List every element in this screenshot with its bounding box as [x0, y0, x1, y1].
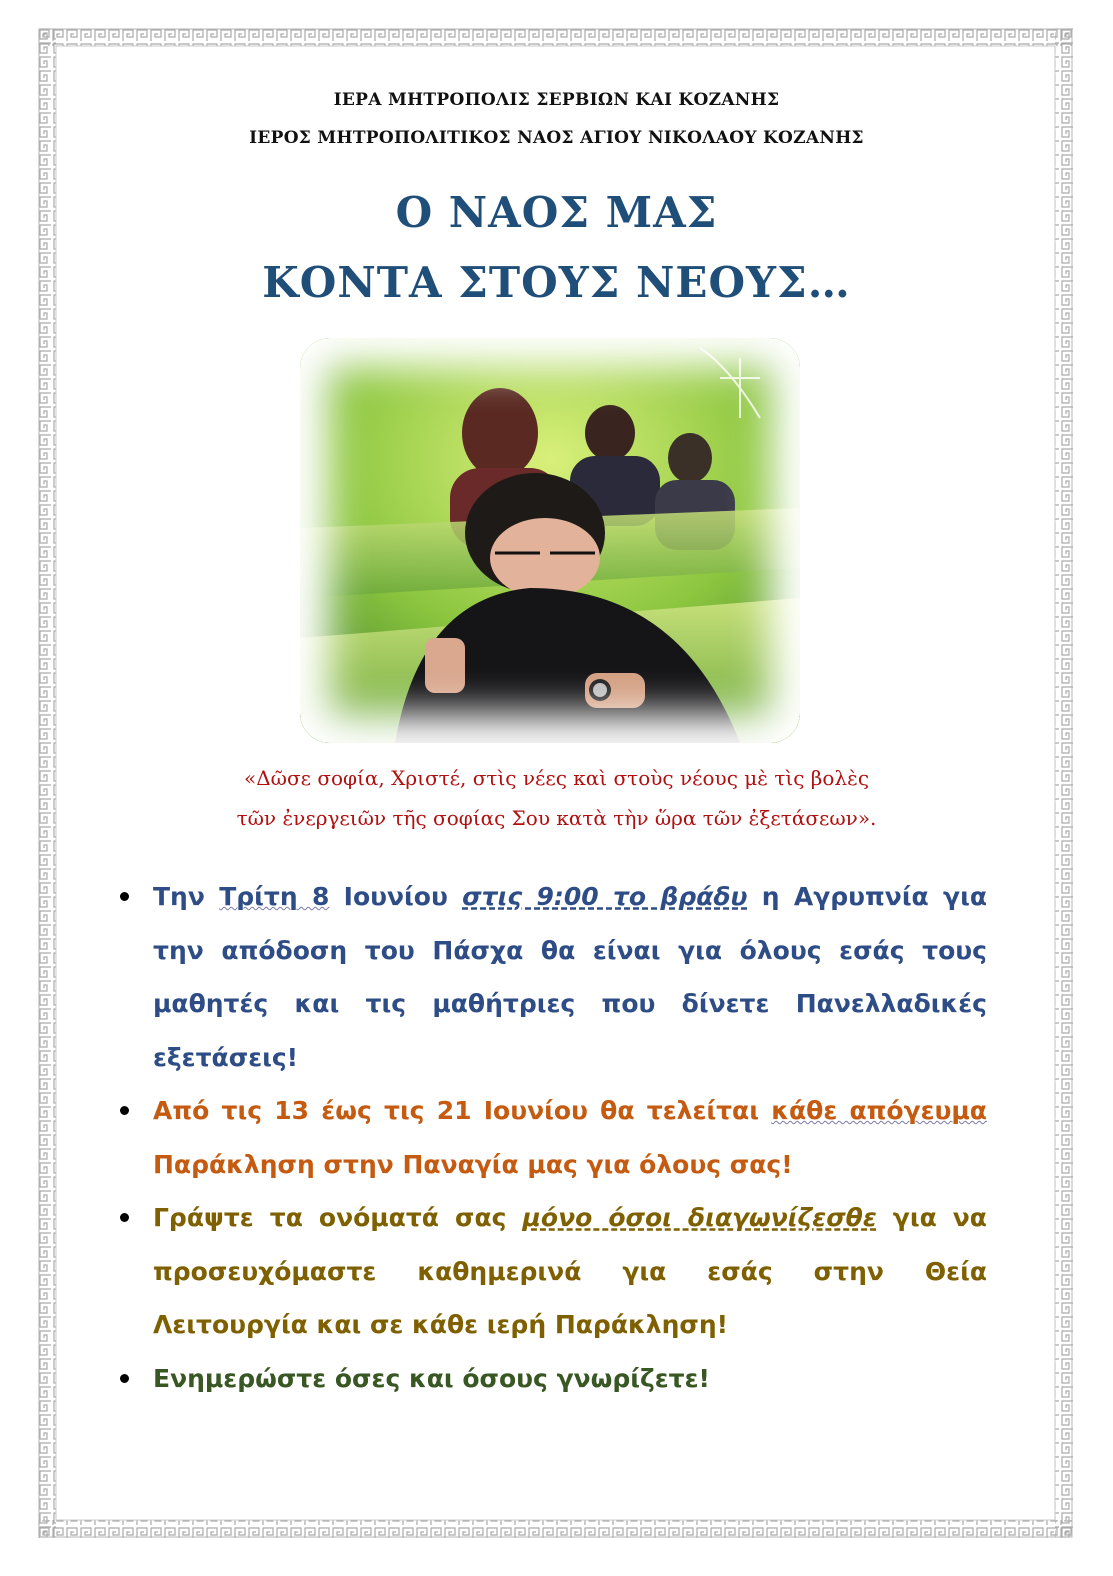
bullet-icon — [120, 892, 129, 901]
bullet-icon — [120, 1106, 129, 1115]
list-item-paraklesis: Από τις 13 έως τις 21 Ιουνίου θα τελείται κάθε απόγευμα Παράκληση στην Παναγία μας για όλους σας! — [120, 1084, 987, 1191]
main-title-line2: ΚΟΝΤΑ ΣΤΟΥΣ ΝΕΟΥΣ… — [262, 258, 851, 307]
vigil-time: στις 9:00 το βράδυ — [462, 882, 748, 911]
church-header: ΙΕΡΟΣ ΜΗΤΡΟΠΟΛΙΤΙΚΟΣ ΝΑΟΣ ΑΓΙΟΥ ΝΙΚΟΛΑΟΥ ΚΟΖΑΝΗΣ — [249, 128, 864, 148]
list-item-inform: Ενημερώστε όσες και όσους γνωρίζετε! — [120, 1352, 987, 1406]
prayer-quote — [100, 758, 1013, 838]
flyer-page — [100, 80, 1013, 1500]
candidates-only: μόνο όσοι διαγωνίζεσθε — [522, 1203, 877, 1232]
list-item-names: Γράψτε τα ονόματά σας μόνο όσοι διαγωνίζεσθε για να προσευχόμαστε καθημερινά για εσάς στην Θεία Λειτουργία και σε κάθε ιερή Παράκληση! — [120, 1191, 987, 1352]
list-item-vigil: Την Τρίτη 8 Ιουνίου στις 9:00 το βράδυ η Αγρυπνία για την απόδοση του Πάσχα θα είναι για όλους εσάς τους μαθητές και τις μαθήτριες που δίνετε Πανελλαδικές εξετάσεις! — [120, 870, 987, 1084]
bullet-icon — [120, 1374, 129, 1383]
main-title-line1: Ο ΝΑΟΣ ΜΑΣ — [395, 188, 718, 237]
students-exam-photo — [300, 338, 800, 743]
bullet-icon — [120, 1213, 129, 1222]
metropolis-header: ΙΕΡΑ ΜΗΤΡΟΠΟΛΙΣ ΣΕΡΒΙΩΝ ΚΑΙ ΚΟΖΑΝΗΣ — [333, 90, 780, 110]
prayer-quote-line2: τῶν ἐνεργειῶν τῆς σοφίας Σου κατὰ τὴν ὥρα τῶν ἐξετάσεων». — [236, 806, 877, 830]
announcement-list — [120, 870, 987, 1405]
prayer-quote-line1: «Δῶσε σοφία, Χριστέ, στὶς νέες καὶ στοὺς νέους μὲ τὶς βολὲς — [243, 766, 870, 790]
